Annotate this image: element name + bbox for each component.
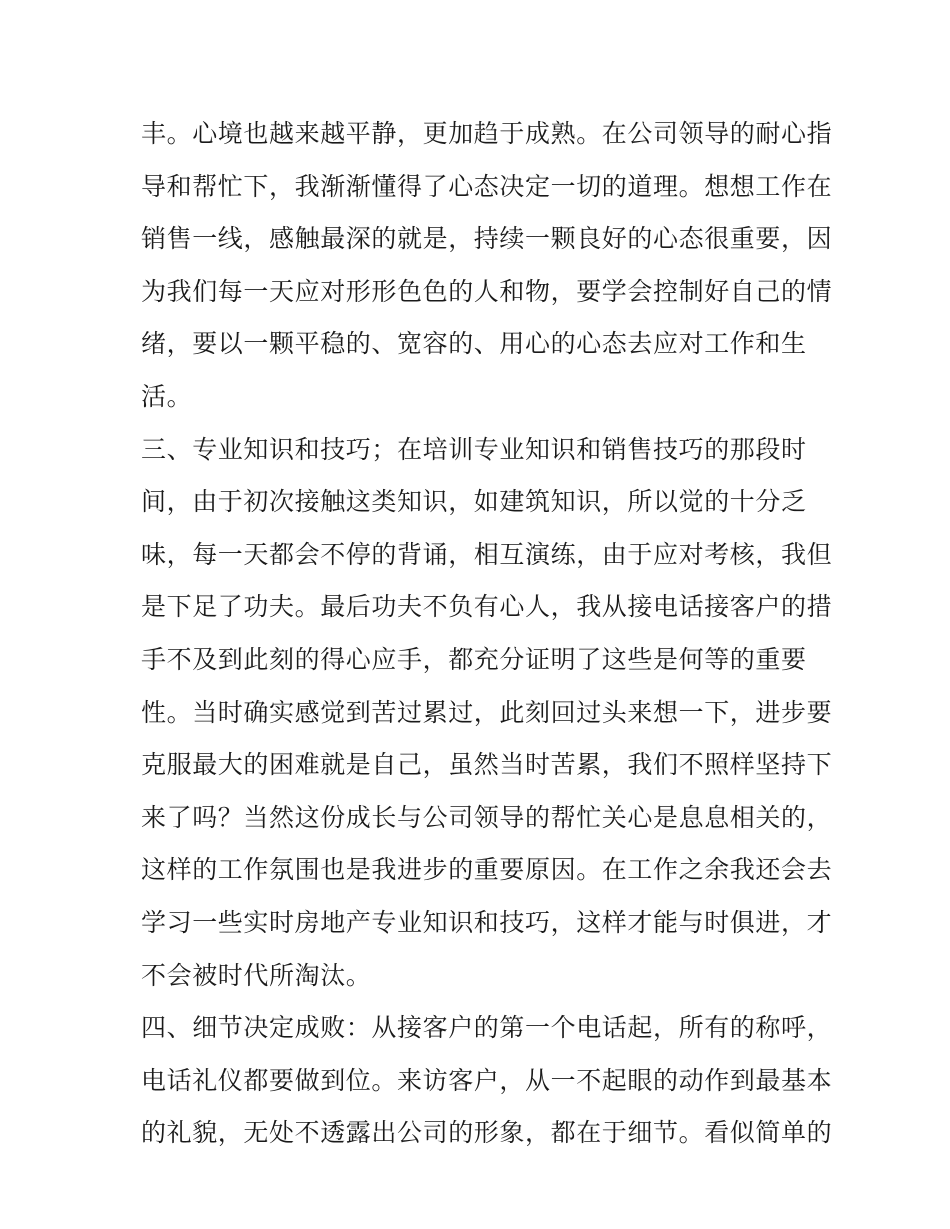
text-line: 这样的工作氛围也是我进步的重要原因。在工作之余我还会去 xyxy=(141,855,833,885)
text-line: 性。当时确实感觉到苦过累过，此刻回过头来想一下，进步要 xyxy=(141,697,833,727)
text-line: 味，每一天都会不停的背诵，相互演练，由于应对考核，我但 xyxy=(141,539,833,569)
text-line: 克服最大的困难就是自己，虽然当时苦累，我们不照样坚持下 xyxy=(141,750,833,780)
text-line: 学习一些实时房地产专业知识和技巧，这样才能与时俱进，才 xyxy=(141,907,833,937)
text-line: 活。 xyxy=(141,381,193,411)
text-line: 电话礼仪都要做到位。来访客户，从一不起眼的动作到最基本 xyxy=(141,1065,833,1095)
text-line: 来了吗？当然这份成长与公司领导的帮忙关心是息息相关的， xyxy=(141,802,833,832)
text-line: 是下足了功夫。最后功夫不负有心人，我从接电话接客户的措 xyxy=(141,592,833,622)
text-line: 间，由于初次接触这类知识，如建筑知识，所以觉的十分乏 xyxy=(141,487,807,517)
text-line: 销售一线，感触最深的就是，持续一颗良好的心态很重要，因 xyxy=(141,224,833,254)
text-line: 不会被时代所淘汰。 xyxy=(141,960,372,990)
body-text xyxy=(141,108,833,1160)
text-line: 为我们每一天应对形形色色的人和物，要学会控制好自己的情 xyxy=(141,276,833,306)
text-line: 三、专业知识和技巧；在培训专业知识和销售技巧的那段时 xyxy=(141,434,807,464)
text-line: 手不及到此刻的得心应手，都充分证明了这些是何等的重要 xyxy=(141,644,807,674)
text-line: 丰。心境也越来越平静，更加趋于成熟。在公司领导的耐心指 xyxy=(141,119,833,148)
text-line: 绪，要以一颗平稳的、宽容的、用心的心态去应对工作和生 xyxy=(141,329,807,359)
text-line: 四、细节决定成败：从接客户的第一个电话起，所有的称呼， xyxy=(141,1013,833,1043)
text-line: 的礼貌，无处不透露出公司的形象，都在于细节。看似简单的 xyxy=(141,1118,833,1148)
text-line: 导和帮忙下，我渐渐懂得了心态决定一切的道理。想想工作在 xyxy=(141,171,833,201)
